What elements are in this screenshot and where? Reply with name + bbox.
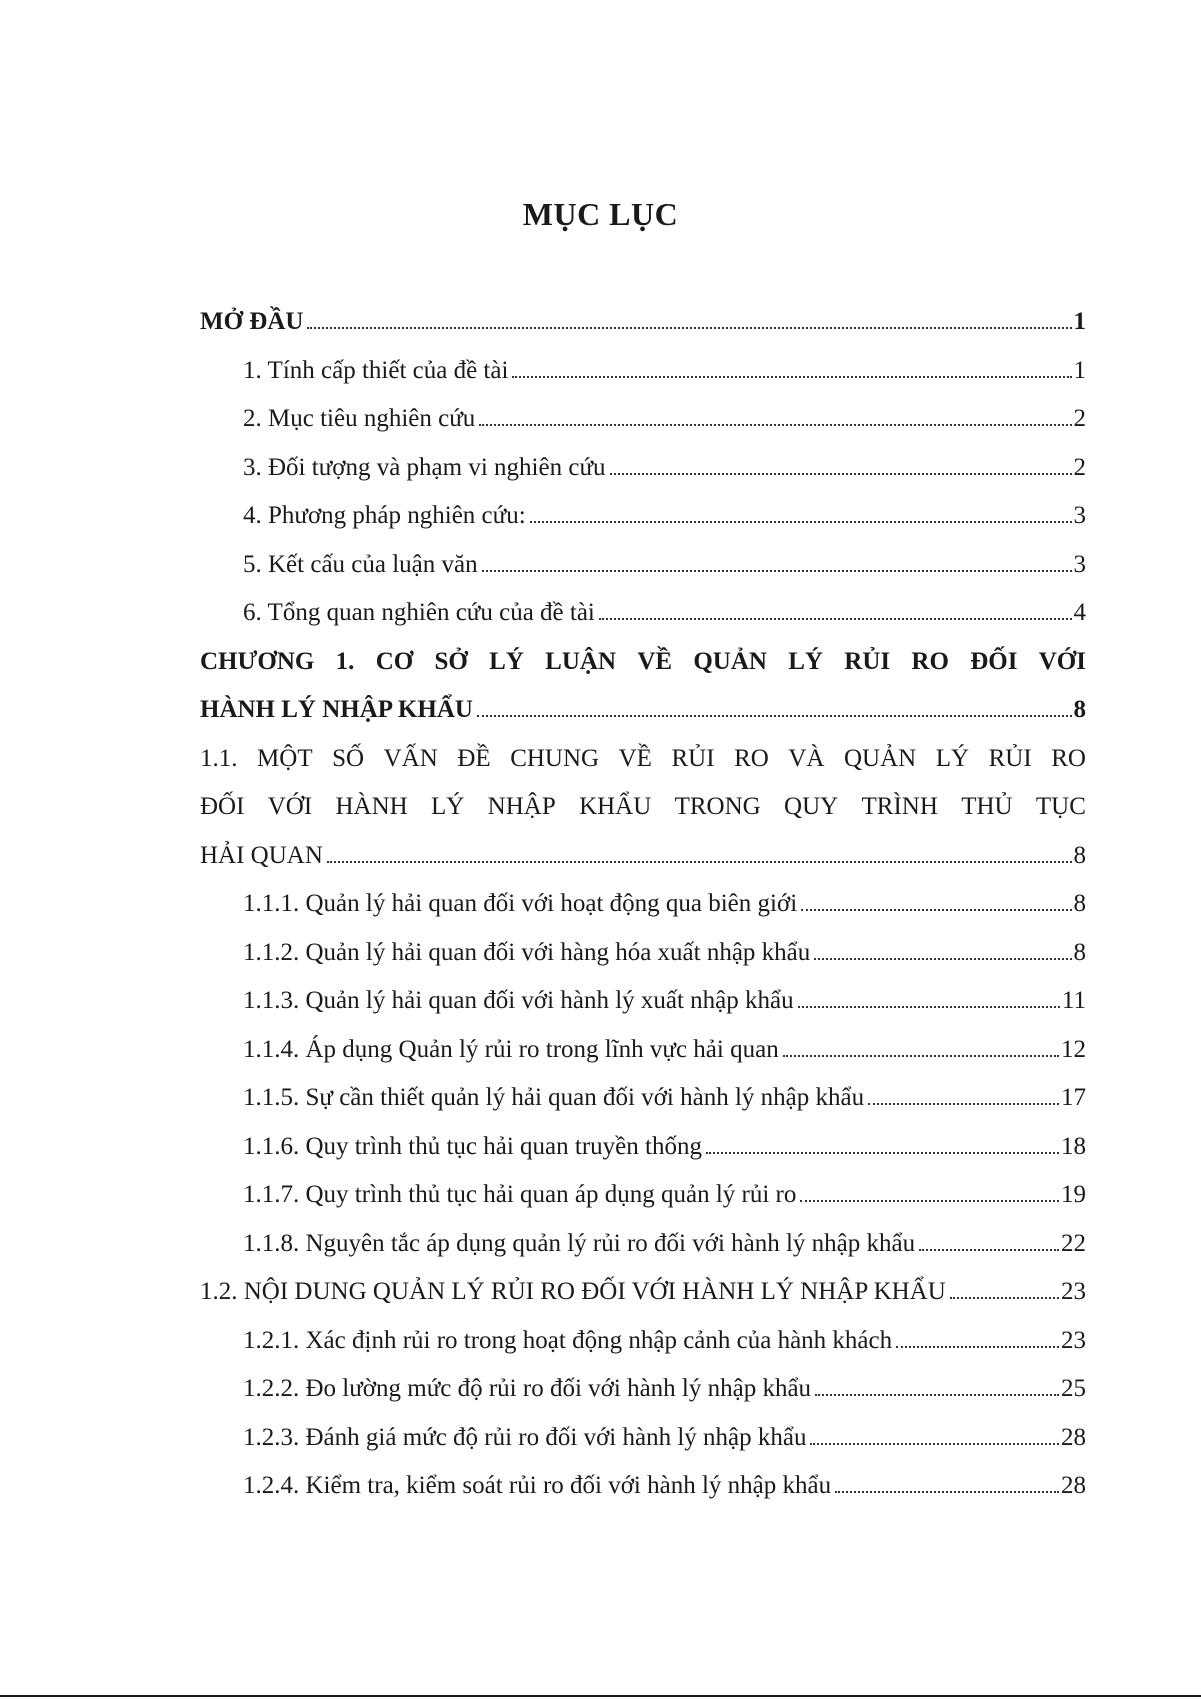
toc-entry[interactable] xyxy=(200,1220,1086,1269)
dot-leader xyxy=(783,1055,1059,1057)
page-bottom-border xyxy=(0,1695,1201,1697)
subsection-1-1-list xyxy=(200,880,1086,1268)
toc-page-number: 25 xyxy=(1061,1375,1086,1402)
dot-leader xyxy=(479,424,1071,426)
toc-word: KHẨU xyxy=(579,793,652,820)
toc-word: CHƯƠNG xyxy=(200,647,315,675)
toc-word: CƠ xyxy=(375,647,414,675)
toc-entry[interactable] xyxy=(200,589,1086,638)
dot-leader xyxy=(482,570,1072,572)
dot-leader xyxy=(896,1346,1059,1348)
toc-word: QUY xyxy=(784,793,839,820)
dot-leader xyxy=(706,1152,1059,1154)
dot-leader xyxy=(950,1297,1059,1299)
toc-page-number: 28 xyxy=(1061,1423,1086,1451)
toc-page-number: 8 xyxy=(1073,841,1086,869)
intro-items-list xyxy=(200,347,1086,638)
table-of-contents xyxy=(200,298,1086,1511)
toc-entry-mo-dau[interactable] xyxy=(200,298,1086,347)
toc-entry-text: 1.1.1. Quản lý hải quan đối với hoạt động qua biên giới xyxy=(243,890,798,917)
toc-word: LÝ xyxy=(431,793,465,820)
toc-word: LUẬN xyxy=(545,647,617,675)
toc-entry-text: 1.1.8. Nguyên tắc áp dụng quản lý rủi ro đối với hành lý nhập khẩu xyxy=(243,1229,916,1257)
toc-entry-text: MỞ ĐẦU xyxy=(200,308,304,335)
toc-entry-text: 4. Phương pháp nghiên cứu: xyxy=(243,502,526,529)
toc-entry-text: 3. Đối tượng và phạm vi nghiên cứu xyxy=(243,453,606,481)
toc-word: QUẢN xyxy=(693,647,767,675)
toc-page-number: 19 xyxy=(1061,1181,1086,1208)
toc-word: ĐỐI xyxy=(970,647,1018,675)
dot-leader xyxy=(919,1249,1059,1251)
toc-word: CHUNG xyxy=(510,744,600,772)
toc-entry[interactable] xyxy=(200,1365,1086,1414)
dot-leader xyxy=(477,715,1072,717)
toc-word: VỀ xyxy=(618,744,652,772)
dot-leader xyxy=(610,473,1072,475)
toc-word: SỐ xyxy=(332,744,365,772)
toc-word: VÀ xyxy=(788,744,825,772)
toc-page-number: 12 xyxy=(1061,1035,1086,1063)
toc-entry[interactable] xyxy=(200,444,1086,493)
dot-leader xyxy=(801,909,1071,911)
subsection-1-2-list xyxy=(200,1317,1086,1511)
toc-entry[interactable] xyxy=(200,1074,1086,1123)
toc-word: VỚI xyxy=(1038,647,1086,675)
toc-word: RỦI xyxy=(844,647,891,675)
toc-word: 1.1. xyxy=(200,744,238,772)
dot-leader xyxy=(327,861,1072,863)
toc-word: LÝ xyxy=(935,744,970,772)
toc-word: NHẬP xyxy=(487,793,556,820)
toc-entry-chapter-1[interactable] xyxy=(200,638,1086,735)
toc-entry-text: 1.2.2. Đo lường mức độ rủi ro đối với hành lý nhập khẩu xyxy=(243,1375,812,1402)
dot-leader xyxy=(814,958,1071,960)
toc-entry-text: 1. Tính cấp thiết của đề tài xyxy=(243,356,509,384)
toc-entry-line xyxy=(200,783,1086,832)
toc-page-number: 3 xyxy=(1073,502,1086,529)
toc-entry-text: 1.1.2. Quản lý hải quan đối với hàng hóa xuất nhập khẩu xyxy=(243,938,811,966)
toc-entry[interactable] xyxy=(200,1317,1086,1366)
toc-entry[interactable] xyxy=(200,1171,1086,1220)
toc-entry[interactable] xyxy=(200,347,1086,396)
toc-page-number: 8 xyxy=(1073,938,1086,966)
toc-word: VẤN xyxy=(383,744,438,772)
toc-word: TRONG xyxy=(674,793,761,820)
toc-word: QUẢN xyxy=(843,744,917,772)
toc-page-number: 2 xyxy=(1073,405,1086,432)
toc-page-number: 23 xyxy=(1061,1326,1086,1354)
toc-word: SỞ xyxy=(434,647,468,675)
toc-entry-text: 1.1.3. Quản lý hải quan đối với hành lý xuất nhập khẩu xyxy=(243,987,794,1014)
toc-entry-text: 1.1.5. Sự cần thiết quản lý hải quan đối với hành lý nhập khẩu xyxy=(243,1084,865,1111)
toc-word: TRÌNH xyxy=(861,793,938,820)
toc-word: RO xyxy=(1051,744,1086,772)
toc-page-number: 22 xyxy=(1061,1229,1086,1257)
toc-entry-line xyxy=(200,735,1086,784)
toc-word: RO xyxy=(734,744,769,772)
toc-word: LÝ xyxy=(489,647,524,675)
dot-leader xyxy=(815,1394,1059,1396)
toc-entry-text: 1.1.4. Áp dụng Quản lý rủi ro trong lĩnh vực hải quan xyxy=(243,1035,779,1063)
toc-word: RO xyxy=(911,647,949,675)
toc-entry[interactable] xyxy=(200,880,1086,929)
dot-leader xyxy=(307,327,1071,329)
toc-word: 1. xyxy=(335,647,355,675)
toc-page-number: 2 xyxy=(1073,453,1086,481)
toc-entry-text: 1.1.7. Quy trình thủ tục hải quan áp dụng quản lý rủi ro xyxy=(243,1181,797,1208)
toc-entry[interactable] xyxy=(200,977,1086,1026)
toc-page-number: 23 xyxy=(1061,1278,1086,1305)
toc-word: VỀ xyxy=(637,647,673,675)
toc-word: VỚI xyxy=(267,793,313,820)
toc-page-number: 1 xyxy=(1073,356,1086,384)
toc-page-number: 3 xyxy=(1073,550,1086,578)
toc-entry-text: 1.2. NỘI DUNG QUẢN LÝ RỦI RO ĐỐI VỚI HÀNH LÝ NHẬP KHẨU xyxy=(200,1278,946,1305)
toc-entry-text: HẢI QUAN xyxy=(200,841,323,869)
toc-word: RỦI xyxy=(671,744,715,772)
toc-entry-section-1-2[interactable] xyxy=(200,1268,1086,1317)
toc-entry-text: 2. Mục tiêu nghiên cứu xyxy=(243,405,476,432)
dot-leader xyxy=(810,1443,1059,1445)
toc-entry[interactable] xyxy=(200,492,1086,541)
toc-page-number: 11 xyxy=(1061,987,1086,1014)
toc-word: ĐỀ xyxy=(457,744,491,772)
toc-entry[interactable] xyxy=(200,1462,1086,1511)
toc-entry[interactable] xyxy=(200,1414,1086,1463)
toc-entry-text: 1.2.4. Kiểm tra, kiểm soát rủi ro đối với hành lý nhập khẩu xyxy=(243,1472,832,1499)
toc-entry[interactable] xyxy=(200,1123,1086,1172)
toc-page-number: 1 xyxy=(1073,308,1086,335)
toc-word: MỘT xyxy=(257,744,313,772)
toc-entry-text: 1.2.1. Xác định rủi ro trong hoạt động nhập cảnh của hành khách xyxy=(243,1326,893,1354)
toc-page-number: 8 xyxy=(1073,890,1086,917)
toc-page-number: 4 xyxy=(1073,599,1086,626)
dot-leader xyxy=(530,521,1072,523)
toc-word: TỤC xyxy=(1035,793,1086,820)
dot-leader xyxy=(512,376,1071,378)
page-title: MỤC LỤC xyxy=(522,196,679,232)
toc-entry-text: HÀNH LÝ NHẬP KHẨU xyxy=(200,696,473,723)
dot-leader xyxy=(599,618,1072,620)
toc-entry-text: 6. Tổng quan nghiên cứu của đề tài xyxy=(243,599,595,626)
toc-entry[interactable] xyxy=(200,541,1086,590)
toc-word: HÀNH xyxy=(335,793,408,820)
dot-leader xyxy=(835,1491,1059,1493)
toc-word: THỦ xyxy=(961,793,1013,820)
toc-page-number: 8 xyxy=(1073,696,1086,723)
toc-entry-text: 1.1.6. Quy trình thủ tục hải quan truyền thống xyxy=(243,1132,702,1160)
toc-word: ĐỐI xyxy=(200,793,245,820)
dot-leader xyxy=(798,1006,1060,1008)
toc-entry-text: 5. Kết cấu của luận văn xyxy=(243,550,478,578)
toc-entry-section-1-1[interactable] xyxy=(200,735,1086,881)
dot-leader xyxy=(868,1103,1059,1105)
toc-word: LÝ xyxy=(788,647,823,675)
toc-page-number: 18 xyxy=(1061,1132,1086,1160)
toc-page-number: 17 xyxy=(1061,1084,1086,1111)
toc-entry-line xyxy=(200,638,1086,687)
dot-leader xyxy=(800,1200,1059,1202)
toc-entry-text: 1.2.3. Đánh giá mức độ rủi ro đối với hành lý nhập khẩu xyxy=(243,1423,807,1451)
toc-entry[interactable] xyxy=(200,1026,1086,1075)
toc-entry[interactable] xyxy=(200,929,1086,978)
toc-page-number: 28 xyxy=(1061,1472,1086,1499)
toc-entry[interactable] xyxy=(200,395,1086,444)
toc-word: RỦI xyxy=(988,744,1032,772)
